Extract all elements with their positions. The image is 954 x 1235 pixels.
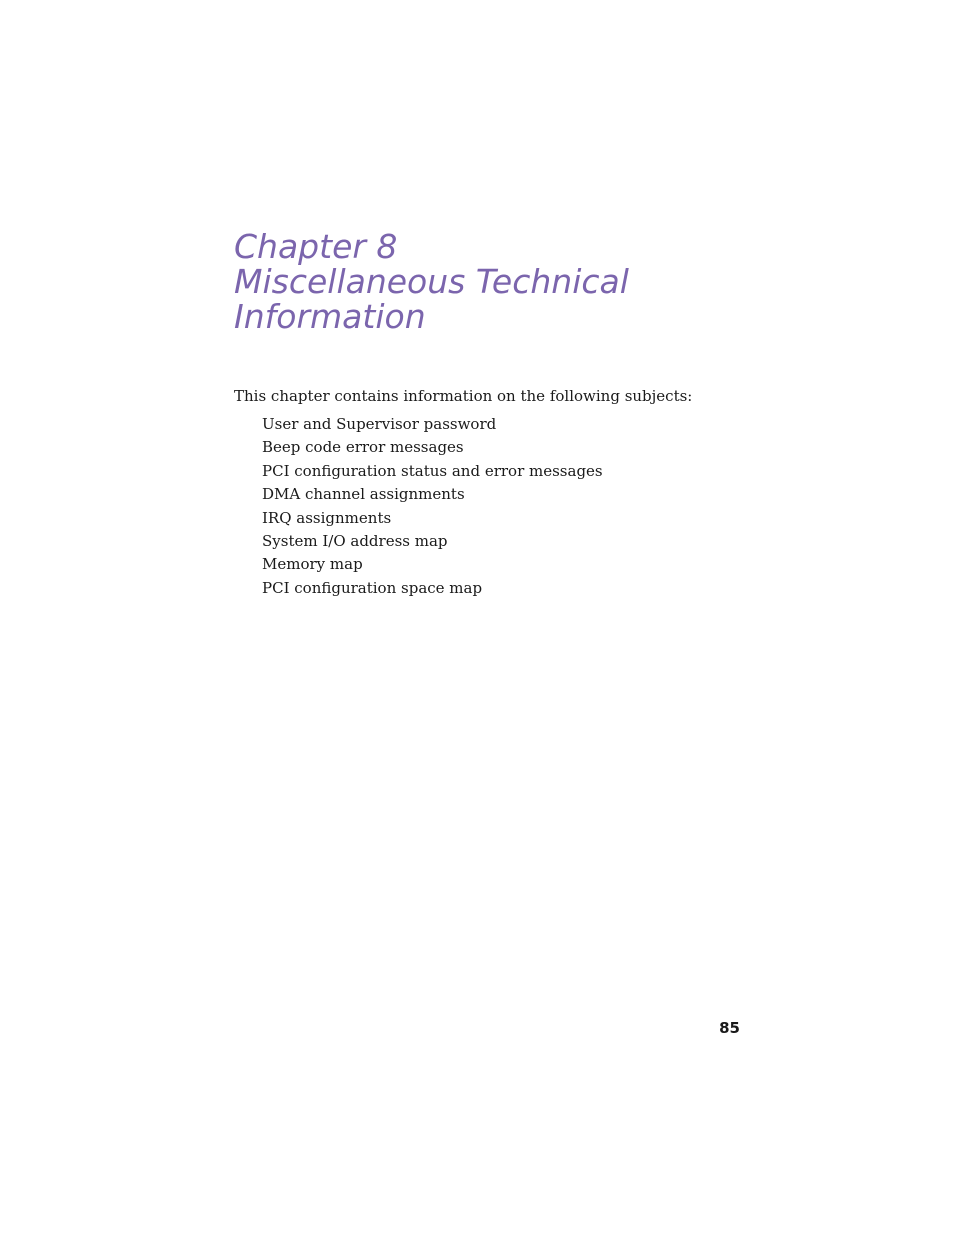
list-item: Memory map <box>262 555 363 574</box>
chapter-title <box>234 229 629 334</box>
subject-list <box>262 413 603 600</box>
list-item: System I/O address map <box>262 531 448 550</box>
list-item: DMA channel assignments <box>262 485 465 504</box>
list-item: Beep code error messages <box>262 438 464 457</box>
page-number: 85 <box>719 1019 740 1037</box>
chapter-title-line: Information <box>234 297 426 336</box>
intro-paragraph: This chapter contains information on the following subjects: <box>234 387 693 405</box>
chapter-title-line: Miscellaneous Technical <box>234 262 629 301</box>
list-item: IRQ assignments <box>262 508 392 527</box>
chapter-title-line: Chapter 8 <box>234 227 398 266</box>
list-item: User and Supervisor password <box>262 415 497 433</box>
list-item: PCI configuration space map <box>262 578 483 597</box>
list-item: PCI configuration status and error messages <box>262 461 603 480</box>
